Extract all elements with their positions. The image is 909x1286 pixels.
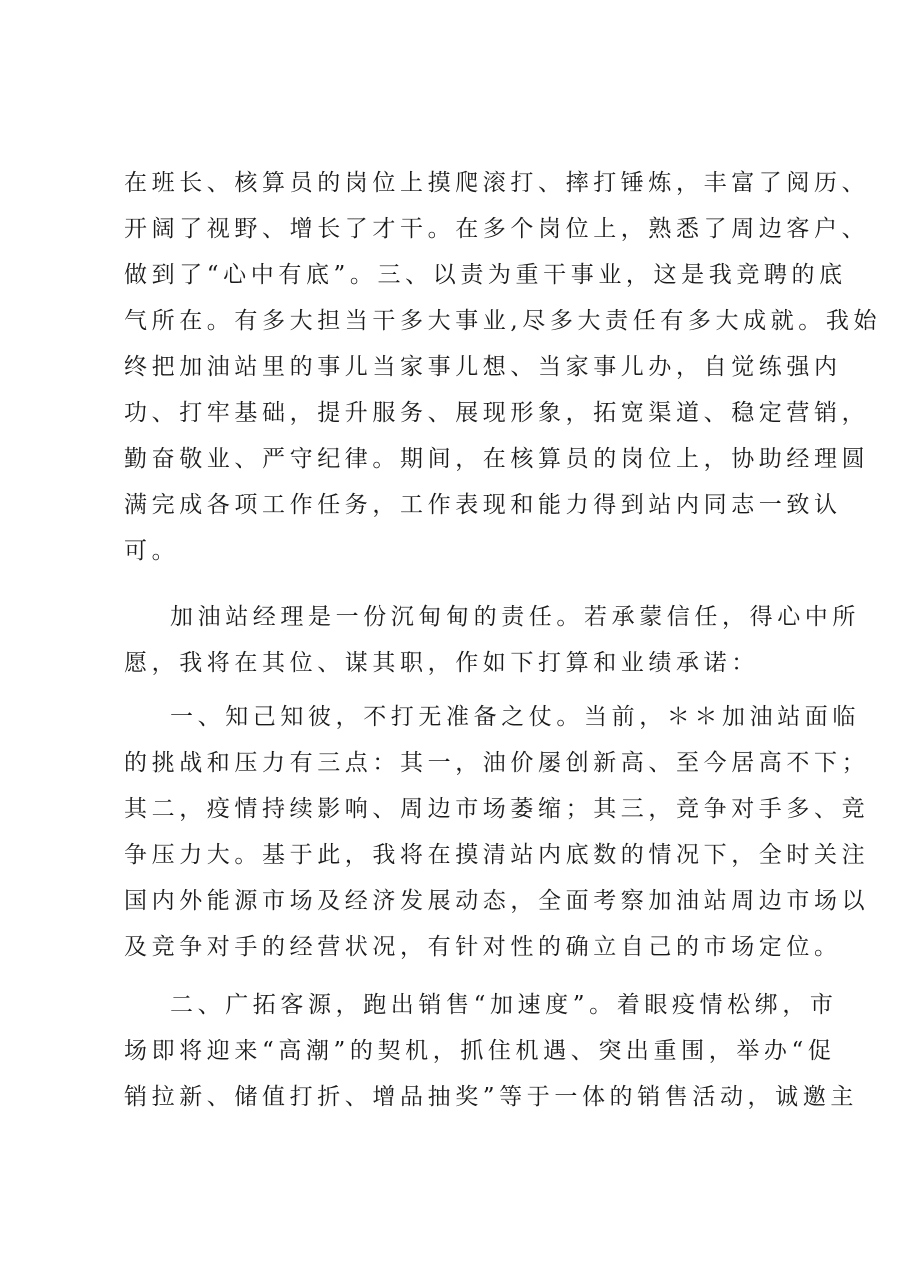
text-line: 终把加油站里的事儿当家事儿想、当家事儿办，自觉练强内 [124,354,842,380]
text-line: 场即将迎来“高潮”的契机，抓住机遇、突出重围，举办“促 [124,1038,836,1064]
text-line: 愿，我将在其位、谋其职，作如下打算和业绩承诺： [124,650,759,676]
text-line: 及竞争对手的经营状况，有针对性的确立自己的市场定位。 [124,934,842,960]
text-line: 气所在。有多大担当干多大事业,尽多大责任有多大成就。我始 [124,308,882,334]
text-line: 满完成各项工作任务，工作表现和能力得到站内同志一致认 [124,492,842,518]
text-line: 争压力大。基于此，我将在摸清站内底数的情况下，全时关注 [124,842,870,868]
text-line: 在班长、核算员的岗位上摸爬滚打、摔打锤炼，丰富了阅历、 [124,170,870,196]
text-line: 可。 [124,538,180,564]
text-line: 其二，疫情持续影响、周边市场萎缩；其三，竞争对手多、竞 [124,796,870,822]
paragraph-first-line: 一、知己知彼，不打无准备之仗。当前，＊＊加油站面临 [170,704,860,730]
text-line: 国内外能源市场及经济发展动态，全面考察加油站周边市场以 [124,888,870,914]
text-line: 销拉新、储值打折、增品抽奖”等于一体的销售活动，诚邀主 [124,1084,858,1110]
text-line: 功、打牢基础，提升服务、展现形象，拓宽渠道、稳定营销， [124,400,870,426]
text-line: 勤奋敬业、严守纪律。期间，在核算员的岗位上，协助经理圆 [124,446,870,472]
text-line: 做到了“心中有底”。三、以责为重干事业，这是我竞聘的底 [124,262,847,288]
text-line: 开阔了视野、增长了才干。在多个岗位上，熟悉了周边客户、 [124,216,870,242]
paragraph-first-line: 二、广拓客源，跑出销售“加速度”。着眼疫情松绑，市 [170,992,838,1018]
text-line: 的挑战和压力有三点：其一，油价屡创新高、至今居高不下； [124,750,870,776]
paragraph-first-line: 加油站经理是一份沉甸甸的责任。若承蒙信任，得心中所 [170,604,860,630]
